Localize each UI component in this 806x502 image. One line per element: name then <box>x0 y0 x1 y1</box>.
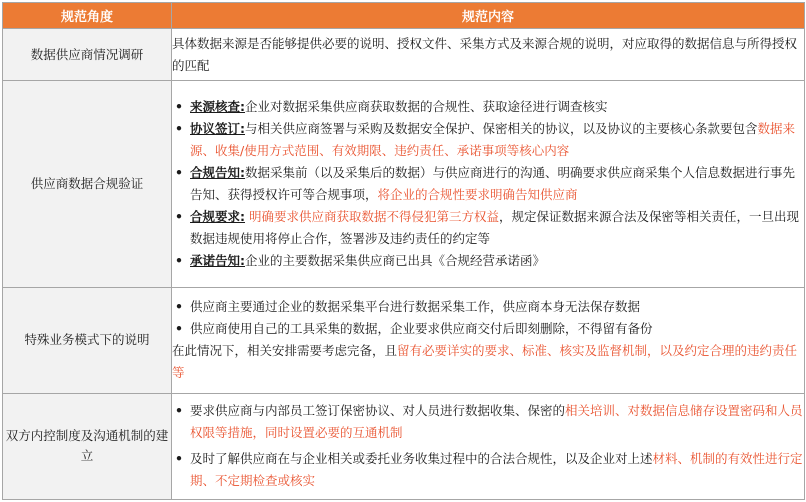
bullet-icon: • <box>175 98 183 114</box>
summary-paragraph <box>172 340 804 384</box>
list-item <box>172 318 804 340</box>
list-item <box>172 296 804 318</box>
item-text: 企业对数据采集供应商获取数据的合规性、获取途径进行调查核实 <box>245 98 608 114</box>
bullet-icon: • <box>175 252 183 268</box>
item-lead: 合规要求: <box>190 208 245 224</box>
list-item <box>172 250 804 272</box>
content-text: 具体数据来源是否能够提供必要的说明、授权文件、采集方式及来源合规的说明，对应取得的数据信息与所得授权的匹配 <box>172 35 798 73</box>
list-item <box>172 448 804 492</box>
summary-text: 在此情况下，相关安排需要考虑完备，且 <box>172 343 398 359</box>
category-cell: 特殊业务模式下的说明 <box>3 287 172 393</box>
item-lead: 承诺告知: <box>190 252 245 268</box>
item-lead: 合规告知: <box>190 164 245 180</box>
category-cell: 供应商数据合规验证 <box>3 81 172 287</box>
bullet-icon: • <box>175 299 183 315</box>
item-text: 要求供应商与内部员工签订保密协议、对人员进行数据收集、保密的 <box>190 403 566 419</box>
item-highlight: 材料、机制的有效性进行定期、不定期检查或核实 <box>190 451 803 489</box>
table-row <box>3 81 805 287</box>
item-text: 供应商主要通过企业的数据采集平台进行数据采集工作，供应商本身无法保存数据 <box>190 299 641 315</box>
item-lead: 协议签订: <box>190 120 245 136</box>
summary-highlight: 留有必要详实的要求、标准、核实及监督机制，以及约定合理的违约责任等 <box>172 343 798 381</box>
bullet-list <box>172 400 804 492</box>
list-item <box>172 96 804 118</box>
bullet-list <box>172 296 804 340</box>
item-highlight: 相关培训、对数据信息储存设置密码和人员权限等措施，同时设置必要的互通机制 <box>190 403 803 441</box>
list-item <box>172 206 804 250</box>
bullet-icon: • <box>175 120 183 136</box>
list-item <box>172 400 804 444</box>
table-row <box>3 393 805 499</box>
content-cell <box>172 29 805 81</box>
compliance-spec-table <box>2 2 805 500</box>
bullet-icon: • <box>175 451 183 467</box>
item-lead: 来源核查: <box>190 98 245 114</box>
bullet-list <box>172 96 804 272</box>
header-content: 规范内容 <box>172 3 805 29</box>
list-item <box>172 162 804 206</box>
item-highlight: 数据来源、收集/使用方式范围、有效期限、违约责任、承诺事项等核心内容 <box>190 120 796 158</box>
item-highlight: 明确要求供应商获取数据不得侵犯第三方权益 <box>248 208 499 224</box>
header-category: 规范角度 <box>3 3 172 29</box>
list-item <box>172 118 804 162</box>
item-text: 数据采集前（以及采集后的数据）与供应商进行的沟通、明确要求供应商采集个人信息数据进行事先告知、获得授权许可等合规事项， <box>190 164 796 202</box>
table-row <box>3 287 805 393</box>
content-cell <box>172 393 805 499</box>
table-row <box>3 29 805 81</box>
bullet-icon: • <box>175 164 183 180</box>
item-highlight: 将企业的合规性要求明确告知供应商 <box>377 186 578 202</box>
content-cell <box>172 81 805 287</box>
item-text: 供应商使用自己的工具采集的数据，企业要求供应商交付后即刻删除，不得留有备份 <box>190 321 653 337</box>
item-text: 与相关供应商签署与采购及数据安全保护、保密相关的协议，以及协议的主要核心条款要包含 <box>245 120 758 136</box>
bullet-icon: • <box>175 403 183 419</box>
item-text: 企业的主要数据采集供应商已出具《合规经营承诺函》 <box>245 252 546 268</box>
category-cell: 双方内控制度及沟通机制的建立 <box>3 393 172 499</box>
bullet-icon: • <box>175 321 183 337</box>
item-text: 及时了解供应商在与企业相关或委托业务收集过程中的合法合规性，以及企业对上述 <box>190 451 653 467</box>
content-cell <box>172 287 805 393</box>
header-row <box>3 3 805 29</box>
category-cell: 数据供应商情况调研 <box>3 29 172 81</box>
bullet-icon: • <box>175 208 183 224</box>
item-text: ，规定保证数据来源合法及保密等相关责任，一旦出现数据违规使用将停止合作，签署涉及违约责任的约定等 <box>190 208 800 246</box>
